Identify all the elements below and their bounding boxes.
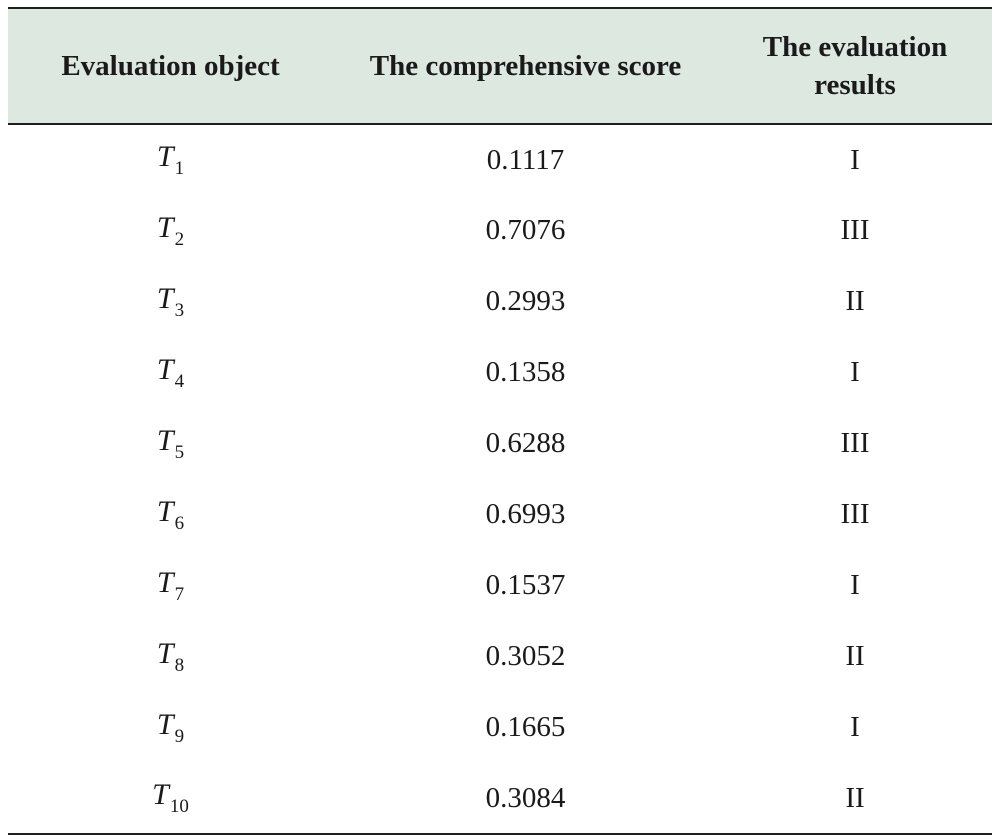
- table-row: [8, 692, 992, 763]
- evaluation-object-symbol: T: [156, 707, 174, 741]
- comprehensive-score-cell: 0.7076: [485, 214, 566, 246]
- evaluation-object-symbol: T: [156, 352, 174, 386]
- table-row: [8, 195, 992, 266]
- evaluation-result-cell: I: [850, 143, 860, 176]
- evaluation-object-subscript: 9: [174, 725, 185, 747]
- evaluation-result-cell: I: [850, 356, 860, 388]
- evaluation-result-cell: II: [845, 640, 865, 672]
- evaluation-object-cell: [8, 479, 333, 550]
- evaluation-table: [8, 7, 992, 835]
- table-row: [8, 408, 992, 479]
- table-row: [8, 621, 992, 692]
- evaluation-result-cell: III: [840, 427, 870, 459]
- evaluation-object-symbol: T: [156, 210, 174, 244]
- comprehensive-score-cell: 0.6993: [485, 498, 566, 530]
- evaluation-object-symbol: T: [156, 423, 174, 457]
- evaluation-object-subscript: 6: [174, 512, 185, 534]
- evaluation-object-cell: [8, 195, 333, 266]
- table-row: [8, 337, 992, 408]
- evaluation-result-cell: II: [845, 285, 865, 317]
- comprehensive-score-cell: 0.1117: [486, 143, 565, 176]
- evaluation-object-subscript: 7: [174, 583, 185, 605]
- evaluation-object-cell: [8, 550, 333, 621]
- evaluation-object-subscript: 1: [174, 158, 185, 179]
- evaluation-object-subscript: 5: [174, 441, 185, 463]
- evaluation-object-cell: [8, 266, 333, 337]
- evaluation-table-container: [8, 7, 992, 835]
- table-row: [8, 479, 992, 550]
- evaluation-object-symbol: T: [152, 778, 169, 811]
- comprehensive-score-cell: 0.1358: [485, 356, 566, 388]
- table-row: [8, 763, 992, 834]
- evaluation-object-symbol: T: [156, 494, 174, 528]
- evaluation-object-subscript: 8: [174, 654, 185, 676]
- evaluation-result-cell: I: [850, 711, 860, 743]
- table-header: [8, 8, 992, 124]
- evaluation-object-subscript: 3: [174, 299, 185, 321]
- comprehensive-score-cell: 0.2993: [485, 285, 566, 317]
- table-body: [8, 124, 992, 834]
- evaluation-object-symbol: T: [156, 140, 174, 173]
- evaluation-result-cell: I: [850, 569, 860, 601]
- evaluation-object-subscript: 2: [174, 228, 185, 250]
- evaluation-object-symbol: T: [156, 281, 174, 315]
- header-evaluation-results: The evaluation results: [718, 8, 992, 124]
- table-row: [8, 124, 992, 195]
- comprehensive-score-cell: 0.3052: [485, 640, 566, 672]
- evaluation-object-subscript: 10: [169, 796, 189, 817]
- evaluation-object-symbol: T: [156, 565, 174, 599]
- evaluation-result-cell: III: [840, 498, 870, 530]
- evaluation-object-cell: [8, 337, 333, 408]
- comprehensive-score-cell: 0.6288: [485, 427, 566, 459]
- evaluation-object-cell: [8, 408, 333, 479]
- evaluation-object-symbol: T: [156, 636, 174, 670]
- evaluation-result-cell: III: [840, 214, 870, 246]
- comprehensive-score-cell: 0.1665: [485, 711, 566, 743]
- evaluation-object-cell: [8, 124, 333, 195]
- header-row: [8, 8, 992, 124]
- table-row: [8, 550, 992, 621]
- comprehensive-score-cell: 0.3084: [333, 763, 718, 834]
- table-row: [8, 266, 992, 337]
- header-evaluation-object: Evaluation object: [8, 8, 333, 124]
- evaluation-object-subscript: 4: [174, 370, 185, 392]
- header-comprehensive-score: The comprehensive score: [333, 8, 718, 124]
- evaluation-object-cell: [8, 763, 333, 834]
- comprehensive-score-cell: 0.1537: [485, 569, 566, 601]
- evaluation-object-cell: [8, 692, 333, 763]
- evaluation-result-cell: II: [718, 763, 992, 834]
- evaluation-object-cell: [8, 621, 333, 692]
